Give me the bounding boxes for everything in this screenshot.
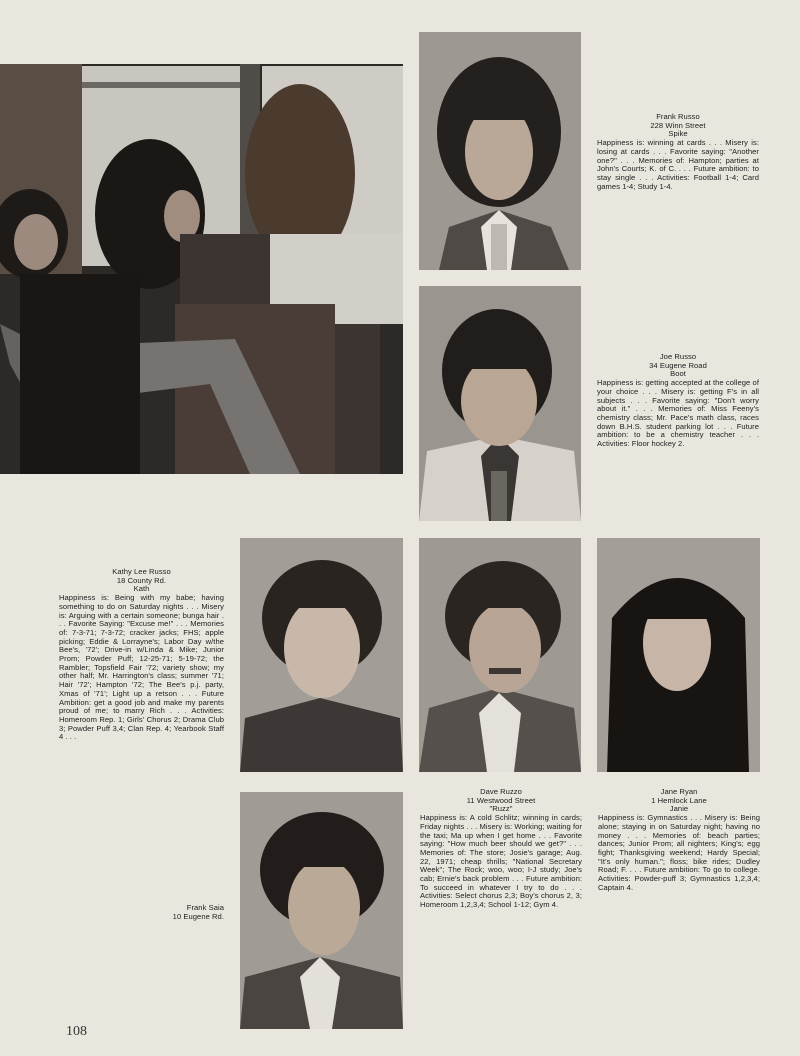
student-name: Joe Russo — [659, 352, 697, 361]
student-bio-text: Happiness is: Being with my babe; having something to do on Saturday nights . . . Misery is: Arguing with a certain someone; bunga hair . . . Favorite Saying: "Excuse me!" . . . Memories of: 7-3-71; 7-3-72; cracker jacks; FHS; apple picking; Eddie & Lorrayne's; Labor Day w/the Bee's, '72'; Drive-in w/Linda & Mike; Junior Prom; Powder Puff; 12-25-71; 5-19-72; the Rambler; Topsfield Fair '72; variety show; my other half; Mr. Harrington's class; summer '71; Hair '72'; Hampton '72; The Bee's p.j. party, Xmas of '71'; Light up a retson . . . Future Ambition: get a good job and make my parents proud of me; to marry Rich . . . Activities: Homeroom Rep. 1; Girls' Chorus 2; Drama Club 3; Powder Puff 3,4; Clan Rep. 4; Yearbook Staff 4 . . . — [59, 593, 224, 742]
student-name: Dave Ruzzo — [480, 787, 522, 796]
student-address: 1 Hemlock Lane — [651, 795, 707, 805]
frank-saia-portrait — [240, 792, 403, 1029]
dave-ruzzo-bio — [420, 788, 582, 910]
student-nickname: Spike — [668, 129, 688, 139]
student-bio-text: Happiness is: Gymnastics . . . Misery is: Being alone; staying in on Saturday night; having no money . . . Memories of: beach parties; dances; Junior Prom; all nighters; King's; egg fight; Thanksgiving weekend; Hardy Special; "It's only human."; floss; bike rides; Dudley Road; F. . . . Future ambition: To go to college. Activities: Powder-puff 3; Gymnastics 1,2,3,4; Captain 4. — [598, 813, 760, 892]
kathy-russo-portrait — [240, 538, 403, 772]
student-bio-text: Happiness is: A cold Schlitz; winning in cards; Friday nights . . . Misery is: Working; waiting for the taxi; Ma up when I get home . . . Favorite saying: "How much beer should we get?" . . . Memories of: The store; Josie's garage; Aug. 22, 1971; cheap thrills; "National Secretary Week"; The Rock; woo, woo; I-J study; Joe's cab; Ernie's back problem . . . Future ambition: To succeed in whatever I try to do . . . Activities: Select chorus 2,3; Boy's chorus 2, 3; Homeroom 1,2,3,4; School 1-12; Gym 4. — [420, 813, 582, 910]
kathy-russo-bio — [59, 568, 224, 742]
page-number: 108 — [66, 1024, 87, 1039]
student-nickname: Boot — [670, 369, 686, 379]
student-bio-text: Happiness is: getting accepted at the college of your choice . . . Misery is: getting F's in all subjects . . . Favorite saying: "Don't worry about it." . . . Memories of: Miss Feeny's chemistry class; Mr. Pace's math class, races down B.H.S. student parking lot . . . Future ambition: to be a chemistry teacher . . . Activities: Floor hockey 2. — [597, 378, 759, 449]
student-nickname: Janie — [669, 804, 689, 814]
student-name: Jane Ryan — [660, 787, 698, 796]
student-address: 228 Winn Street — [650, 120, 706, 130]
student-name: Frank Saia — [186, 903, 224, 912]
student-nickname: Kath — [133, 584, 150, 594]
jane-ryan-bio — [598, 788, 760, 892]
student-address: 18 County Rd. — [116, 575, 167, 585]
student-address: 11 Westwood Street — [466, 795, 536, 805]
student-address: 10 Eugene Rd. — [172, 911, 224, 921]
joe-russo-bio — [597, 353, 759, 449]
student-address: 34 Eugene Road — [649, 360, 707, 370]
frank-russo-portrait — [419, 32, 581, 270]
dave-ruzzo-portrait — [419, 538, 581, 772]
frank-russo-bio — [597, 113, 759, 191]
student-bio-text: Happiness is: winning at cards . . . Misery is: losing at cards . . . Favorite saying: "Another one?" . . . Memories of: Hampton; parties at John's Courts; K. of C. . . . Future ambition: to stay single . . . Activities: Football 1-4; Card games 1-4; Study 1-4. — [597, 138, 759, 191]
candid-classroom-photo — [0, 64, 403, 474]
student-name: Frank Russo — [656, 112, 700, 121]
student-name: Kathy Lee Russo — [112, 567, 171, 576]
frank-saia-bio — [120, 904, 224, 921]
student-nickname: "Ruzz" — [489, 804, 513, 814]
joe-russo-portrait — [419, 286, 581, 521]
jane-ryan-portrait — [597, 538, 760, 772]
